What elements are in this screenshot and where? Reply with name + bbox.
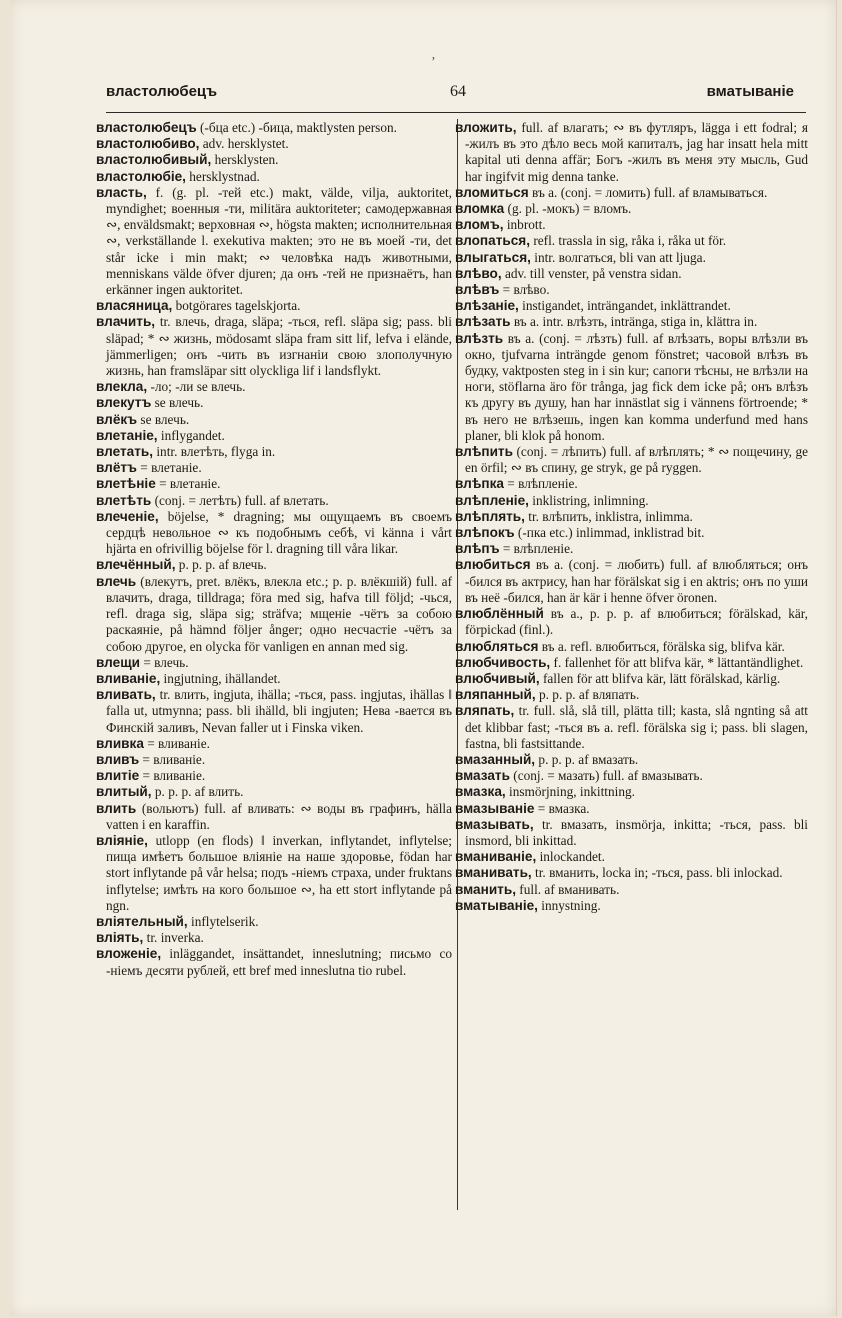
- entry-definition: p. p. p. af влечь.: [175, 557, 267, 573]
- entry-headword: властолюбивый,: [96, 152, 212, 168]
- entry-headword: влечь: [96, 573, 137, 589]
- entry-headword: влеченіе,: [96, 508, 159, 524]
- dictionary-page: [10, 0, 837, 1316]
- dictionary-entry: [455, 557, 808, 606]
- dictionary-entry: [96, 444, 452, 460]
- dictionary-entry: [455, 185, 808, 201]
- entry-headword: влѣзть: [455, 330, 504, 346]
- dictionary-entry: [96, 476, 452, 492]
- entry-headword: влетать,: [96, 444, 154, 460]
- dictionary-entry: [96, 655, 452, 671]
- entry-definition: full. af вманивать.: [515, 881, 620, 897]
- entry-definition: tr. вманить, locka in; -ться, pass. bli inlockad.: [531, 865, 783, 881]
- entry-definition: p. p. p. af вляпать.: [535, 687, 640, 703]
- dictionary-entry: [96, 412, 452, 428]
- entry-definition: inflytelserik.: [187, 913, 259, 929]
- entry-definition: = вливаніе.: [143, 735, 210, 751]
- entry-headword: влить: [96, 800, 137, 816]
- dictionary-entry: [96, 671, 452, 687]
- dictionary-entry: [96, 801, 452, 833]
- dictionary-entry: [455, 476, 808, 492]
- entry-definition: hersklysten.: [211, 152, 279, 168]
- dictionary-entry: [455, 703, 808, 752]
- dictionary-entry: [96, 687, 452, 736]
- entry-headword: властолюбіе,: [96, 168, 186, 184]
- entry-definition: = влетаніе.: [136, 460, 202, 476]
- entry-definition: inflygandet.: [157, 427, 225, 443]
- entry-headword: влетаніе,: [96, 427, 158, 443]
- entry-headword: вліять,: [96, 930, 144, 946]
- entry-headword: вманивать,: [455, 865, 532, 881]
- entry-definition: tr. вмазать, insmörja, inkitta; -ться, pass. bli insmord, bli inkittad.: [465, 816, 808, 848]
- left-column: [96, 120, 452, 979]
- dictionary-entry: [96, 768, 452, 784]
- entry-headword: влётъ: [96, 460, 137, 476]
- dictionary-entry: [455, 801, 808, 817]
- dictionary-entry: [96, 314, 452, 379]
- entry-headword: влетѣніе: [96, 476, 156, 492]
- entry-definition: p. p. p. af влить.: [151, 784, 244, 800]
- dictionary-entry: [455, 849, 808, 865]
- entry-headword: вломка: [455, 201, 505, 217]
- entry-headword: вмазка,: [455, 784, 506, 800]
- entry-headword: влѣвъ: [455, 282, 500, 298]
- entry-definition: въ a. (conj. = лѣзть) full. af влѣзать, воры влѣзли въ окно, tjufvarna inträngde genom fönstret; часовой влѣзъ въ будку, vaktposten steg in i sin kur; сапоги тѣсны, не влѣзли на ноги, stöflarna äro för trånga, jag fick dem icke på; онъ влѣзъ къ другу въ душу, han har innästlat sig i vännens förtroende; * въ него не влѣзешь, ingen kan komma underfund med hans planer, bli klok på honom.: [465, 330, 808, 443]
- entry-headword: вливка: [96, 735, 144, 751]
- entry-headword: влѣпъ: [455, 541, 500, 557]
- entry-headword: вломиться: [455, 184, 529, 200]
- dictionary-entry: [96, 169, 452, 185]
- header-right-guide-word: вматываніе: [706, 83, 794, 100]
- entry-definition: (g. pl. -мокъ) = вломъ.: [504, 201, 632, 217]
- entry-headword: влитый,: [96, 784, 152, 800]
- entry-definition: tr. влить, ingjuta, ihälla; -ться, pass. ingjutas, ihällas ‖ falla ut, utmynna; pass. bli ihälld, bli ingjuten; Нева -вается въ Финскій заливъ, Nevan faller ut i Finska viken.: [106, 687, 452, 735]
- entry-headword: влюбляться: [455, 638, 539, 654]
- entry-definition: refl. trassla in sig, råka i, råka ut för.: [530, 233, 727, 249]
- dictionary-entry: [455, 817, 808, 849]
- entry-definition: utlopp (en flods) ‖ inverkan, inflytandet, inflytelse; пища имѣетъ большое вліяніе на наше здоровье, födan har stort inflytande på vår helsa; подъ -ніемъ страха, under fruktans inflytelse; имѣть на кого большое ∾, ha ett stort inflytande på ngn.: [106, 832, 452, 913]
- entry-definition: p. p. p. af вмазать.: [535, 751, 639, 767]
- dictionary-entry: [455, 314, 808, 330]
- entry-definition: (влекутъ, pret. влёкъ, влекла etc.; p. p. влёкшій) full. af влачить, draga, tilldraga; föra med sig, hafva till följd; -чься, refl. draga sig, släpa sig; sträfva; мщеніе -чётъ за собою раскаяніе, på hämnd följer ånger; одно несчастіе -чётъ за собою другое, en olycka för vanligen en annan med sig.: [106, 573, 452, 654]
- entry-headword: влѣпленіе,: [455, 492, 529, 508]
- entry-headword: влѣпить: [455, 444, 513, 460]
- entry-definition: = влетаніе.: [155, 476, 221, 492]
- entry-headword: влюбчивый,: [455, 670, 540, 686]
- entry-definition: fallen för att blifva kär, lätt förälskad, kärlig.: [539, 670, 781, 686]
- entry-headword: вмазать: [455, 768, 510, 784]
- entry-definition: insmörjning, inkittning.: [505, 784, 635, 800]
- entry-headword: вмазываніе: [455, 800, 535, 816]
- dictionary-entry: [455, 444, 808, 476]
- entry-definition: adv. till venster, på venstra sidan.: [501, 265, 682, 281]
- dictionary-entry: [455, 331, 808, 444]
- dictionary-entry: [455, 606, 808, 638]
- entry-headword: вливать,: [96, 687, 156, 703]
- entry-definition: въ a. (conj. = ломить) full. af вламываться.: [528, 184, 768, 200]
- entry-headword: вложеніе,: [96, 946, 162, 962]
- entry-definition: ingjutning, ihällandet.: [160, 670, 281, 686]
- dictionary-entry: [96, 460, 452, 476]
- header-rule: [106, 112, 806, 113]
- entry-headword: влѣпокъ: [455, 525, 515, 541]
- entry-definition: -ло; -ли se влечь.: [147, 379, 246, 395]
- dictionary-entry: [96, 379, 452, 395]
- entry-definition: въ a. intr. влѣзть, inträngа, stiga in, klättra in.: [510, 314, 758, 330]
- entry-headword: власяница,: [96, 298, 173, 314]
- dictionary-entry: [455, 120, 808, 185]
- entry-definition: tr. влечь, draga, släpa; -ться, refl. släpa sig; pass. bli släpad; * ∾ жизнь, mödosamt släpa fram sitt lif, lefva i elände, jämmerligen; онъ -чить въ изгнаніи свою злополучную жизнь, han framsläpar sitt olyckliga lif i landsflykt.: [106, 314, 452, 379]
- entry-definition: inläggandet, insättandet, inneslutning; письмо со -ніемъ десяти рублей, ett bref med inneslutna tio rubel.: [106, 946, 452, 978]
- entry-headword: вливъ: [96, 751, 140, 767]
- entry-headword: вмазывать,: [455, 816, 534, 832]
- dictionary-entry: [96, 930, 452, 946]
- dictionary-entry: [96, 914, 452, 930]
- page-number: 64: [450, 83, 466, 100]
- dictionary-entry: [96, 574, 452, 655]
- entry-headword: властолюбиво,: [96, 136, 200, 152]
- entry-definition: inklistring, inlimning.: [528, 492, 649, 508]
- entry-headword: влѣво,: [455, 265, 502, 281]
- entry-definition: instigandet, inträngandet, inklättrandet.: [518, 298, 731, 314]
- dictionary-entry: [455, 266, 808, 282]
- entry-definition: böjelse, * dragning; мы ощущаемъ въ своемъ сердцѣ невольное ∾ къ подобнымъ себѣ, vi känna i vårt hjärta en ofrivillig böjelse för l. dragning till våra likar.: [106, 508, 452, 557]
- entry-definition: tr. inverka.: [143, 930, 204, 946]
- dictionary-entry: [455, 493, 808, 509]
- entry-headword: вліяніе,: [96, 832, 148, 848]
- dictionary-entry: [96, 136, 452, 152]
- entry-definition: intr. волгаться, bli van att ljuga.: [530, 249, 706, 265]
- entry-definition: innystning.: [537, 897, 601, 913]
- entry-definition: (conj. = мазать) full. af вмазывать.: [509, 768, 703, 784]
- dictionary-entry: [96, 120, 452, 136]
- dictionary-entry: [455, 752, 808, 768]
- entry-headword: влечённый,: [96, 557, 176, 573]
- entry-headword: влёкъ: [96, 411, 138, 427]
- entry-headword: вманить,: [455, 881, 516, 897]
- entry-definition: = влечь.: [140, 654, 189, 670]
- entry-headword: влопаться,: [455, 233, 530, 249]
- dictionary-entry: [96, 784, 452, 800]
- entry-headword: влѣзаніе,: [455, 298, 519, 314]
- entry-headword: влитіе: [96, 768, 140, 784]
- entry-headword: вляпать,: [455, 703, 515, 719]
- entry-definition: full. af влагать; ∾ въ футляръ, lägga i ett fodral; я -жилъ въ это дѣло весь мой капиталъ, jag har insatt hela mitt kapital uti denna affär; Богъ -жилъ въ меня эту мысль, Gud har ingifvit mig denna tanke.: [465, 120, 808, 184]
- dictionary-entry: [96, 493, 452, 509]
- entry-headword: влюбчивость,: [455, 654, 551, 670]
- dictionary-entry: [455, 768, 808, 784]
- entry-headword: вложить,: [455, 120, 517, 135]
- entry-definition: = влѣпленіе.: [503, 476, 578, 492]
- dictionary-entry: [455, 282, 808, 298]
- entry-headword: вломъ,: [455, 217, 504, 233]
- entry-headword: влыгаться,: [455, 249, 531, 265]
- dictionary-entry: [96, 557, 452, 573]
- entry-headword: влюбиться: [455, 557, 531, 573]
- entry-headword: вліятельный,: [96, 913, 188, 929]
- entry-definition: (-пка etc.) inlimmad, inklistrad bit.: [514, 525, 705, 541]
- dictionary-entry: [455, 882, 808, 898]
- entry-definition: (-бца etc.) -бица, maktlysten person.: [196, 120, 397, 135]
- dictionary-entry: [96, 185, 452, 298]
- dictionary-entry: [96, 428, 452, 444]
- dictionary-entry: [455, 639, 808, 655]
- entry-definition: inbrott.: [503, 217, 546, 233]
- entry-headword: властолюбецъ: [96, 120, 197, 135]
- dictionary-entry: [455, 784, 808, 800]
- entry-definition: (conj. = лѣпить) full. af влѣплять; * ∾ пощечину, ge en örfil; ∾ въ спину, ge stryk, ge på ryggen.: [465, 444, 808, 476]
- entry-definition: = влѣпленіе.: [499, 541, 574, 557]
- entry-definition: hersklystnad.: [185, 168, 260, 184]
- entry-headword: вматываніе,: [455, 897, 538, 913]
- entry-definition: въ a. (conj. = любить) full. af влюбляться; онъ -бился въ актрису, han har förälskat sig i en aktris; онъ по уши въ неё -бился, han är kär i henne öfver öronen.: [465, 557, 808, 605]
- dictionary-entry: [455, 217, 808, 233]
- dictionary-entry: [96, 298, 452, 314]
- entry-headword: влекла,: [96, 379, 148, 395]
- entry-definition: = вмазка.: [534, 800, 590, 816]
- entry-definition: = вливаніе.: [139, 768, 206, 784]
- entry-definition: (conj. = летѣть) full. af влетать.: [151, 492, 329, 508]
- entry-definition: tr. влѣпить, inklistra, inlimma.: [524, 508, 693, 524]
- dictionary-entry: [455, 898, 808, 914]
- entry-definition: tr. full. slå, slå till, plätta till; kasta, slå ngnting så att det klibbar fast; -ться въ a. refl. förälska sig i; pass. bli slagen, fastna, bli fastsittande.: [465, 703, 808, 751]
- dictionary-entry: [96, 395, 452, 411]
- header-left-guide-word: властолюбецъ: [106, 83, 218, 100]
- dictionary-entry: [96, 946, 452, 978]
- entry-definition: se влечь.: [137, 411, 190, 427]
- entry-definition: se влечь.: [151, 395, 204, 411]
- entry-headword: влюблённый: [455, 606, 544, 622]
- entry-headword: вмазанный,: [455, 751, 536, 767]
- top-mark: ʼ: [431, 55, 436, 70]
- entry-definition: въ a. refl. влюбиться, förälska sig, blifva kär.: [538, 638, 785, 654]
- dictionary-entry: [455, 865, 808, 881]
- dictionary-entry: [455, 201, 808, 217]
- entry-headword: власть,: [96, 184, 147, 200]
- entry-definition: (вольютъ) full. af вливать: ∾ воды въ графинъ, hälla vatten i en karaffin.: [106, 800, 452, 832]
- entry-definition: botgörares tagelskjorta.: [172, 298, 301, 314]
- entry-definition: adv. hersklystet.: [199, 136, 289, 152]
- dictionary-entry: [96, 752, 452, 768]
- entry-definition: f. fallenhet för att blifva kär, * lättantändlighet.: [550, 654, 804, 670]
- dictionary-entry: [455, 541, 808, 557]
- entry-headword: вманиваніе,: [455, 849, 537, 865]
- entry-definition: въ a., p. p. p. af влюбиться; förälskad, kär, förpickad (finl.).: [465, 606, 808, 638]
- dictionary-entry: [455, 655, 808, 671]
- entry-headword: влѣплять,: [455, 508, 525, 524]
- entry-headword: вливаніе,: [96, 670, 161, 686]
- right-column: [455, 120, 808, 914]
- entry-headword: влекутъ: [96, 395, 152, 411]
- dictionary-entry: [96, 736, 452, 752]
- dictionary-entry: [455, 233, 808, 249]
- dictionary-entry: [455, 525, 808, 541]
- entry-definition: = вливаніе.: [139, 751, 206, 767]
- entry-headword: влачить,: [96, 314, 156, 330]
- dictionary-entry: [455, 671, 808, 687]
- dictionary-entry: [96, 833, 452, 914]
- entry-definition: intr. влетѣть, flyga in.: [153, 444, 276, 460]
- entry-headword: влещи: [96, 654, 141, 670]
- dictionary-entry: [455, 687, 808, 703]
- entry-definition: f. (g. pl. -тей etc.) makt, välde, vilja, auktoritet, myndighet; военныя -ти, militära auktoriteter; самодержавная ∾, enväldsmakt; верховная ∾, högsta makten; исполнительная ∾, verkställande l. exekutiva makten; это не въ моей -ти, det står icke i min makt; ∾ человѣка надъ животными, menniskans välde öfver djuren; да онъ -тей не признаётъ, han erkänner ingen auktoritet.: [106, 184, 452, 298]
- entry-headword: влѣзать: [455, 314, 511, 330]
- dictionary-entry: [96, 509, 452, 558]
- dictionary-entry: [455, 509, 808, 525]
- dictionary-entry: [96, 152, 452, 168]
- entry-headword: влѣпка: [455, 476, 504, 492]
- dictionary-entry: [455, 298, 808, 314]
- entry-headword: влетѣть: [96, 492, 152, 508]
- dictionary-entry: [455, 250, 808, 266]
- entry-definition: = влѣво.: [499, 282, 550, 298]
- entry-headword: вляпанный,: [455, 687, 536, 703]
- entry-definition: inlockandet.: [536, 849, 605, 865]
